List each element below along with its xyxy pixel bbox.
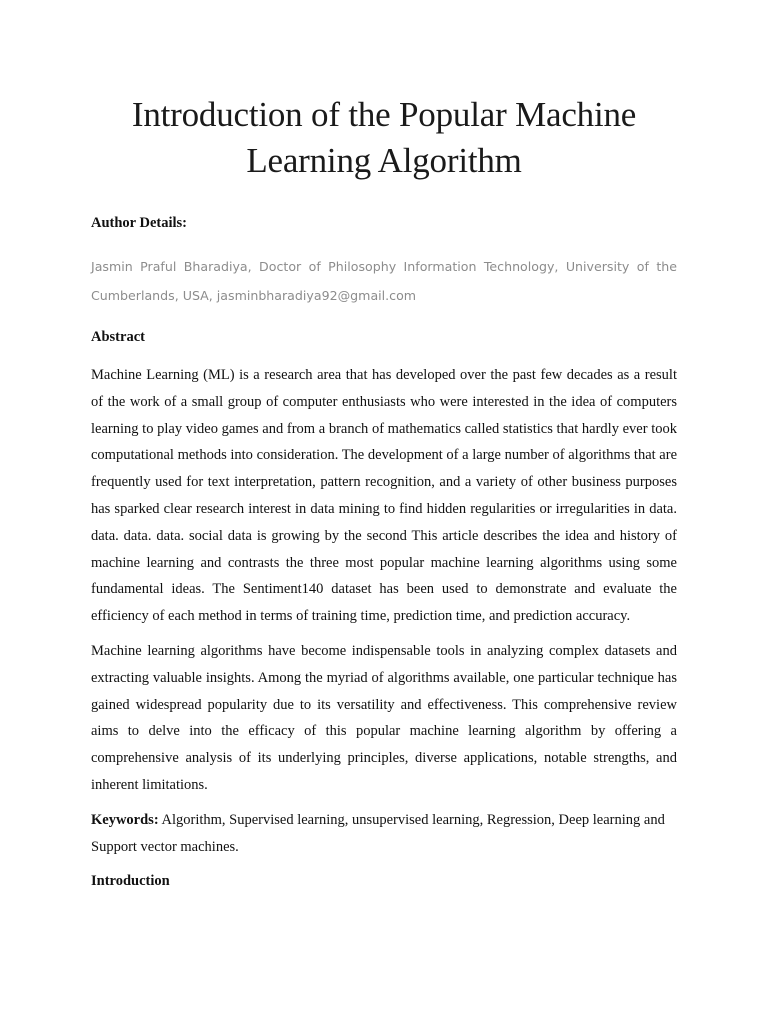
introduction-heading: Introduction: [91, 873, 170, 890]
keywords-line: [91, 807, 677, 861]
keywords-text: Algorithm, Supervised learning, unsupervised learning, Regression, Deep learning and Support vector machines.: [91, 811, 665, 855]
author-details-text: Jasmin Praful Bharadiya, Doctor of Philosophy Information Technology, University of the Cumberlands, USA, jasminbharadiya92@gmail.com: [91, 259, 677, 303]
abstract-heading: Abstract: [91, 329, 145, 345]
abstract-paragraph-1: Machine Learning (ML) is a research area that has developed over the past few decades as a result of the work of a small group of computer enthusiasts who were interested in the idea of computers learning to play video games and from a branch of mathematics called statistics that hardly ever took computational methods into consideration. The development of a large number of algorithms that are frequently used for text interpretation, pattern recognition, and a variety of other business purposes has sparked clear research interest in data mining to find hidden regularities or irregularities in data. data. data. data. social data is growing by the second This article describes the idea and history of machine learning and contrasts the three most popular machine learning algorithms using some fundamental ideas. The Sentiment140 dataset has been used to demonstrate and evaluate the efficiency of each method in terms of training time, prediction time, and prediction accuracy.: [91, 367, 677, 625]
keywords-label: Keywords:: [91, 811, 159, 828]
document-title: Introduction of the Popular Machine Learning Algorithm: [131, 95, 637, 180]
abstract-paragraph-2: Machine learning algorithms have become indispensable tools in analyzing complex datasets and extracting valuable insights. Among the myriad of algorithms available, one particular technique has gained widespread popularity due to its versatility and effectiveness. This comprehensive review aims to delve into the efficacy of this popular machine learning algorithm by offering a comprehensive analysis of its underlying principles, diverse applications, notable strengths, and inherent limitations.: [91, 642, 677, 793]
author-details-heading: Author Details:: [91, 215, 187, 231]
document-content: [91, 92, 677, 890]
